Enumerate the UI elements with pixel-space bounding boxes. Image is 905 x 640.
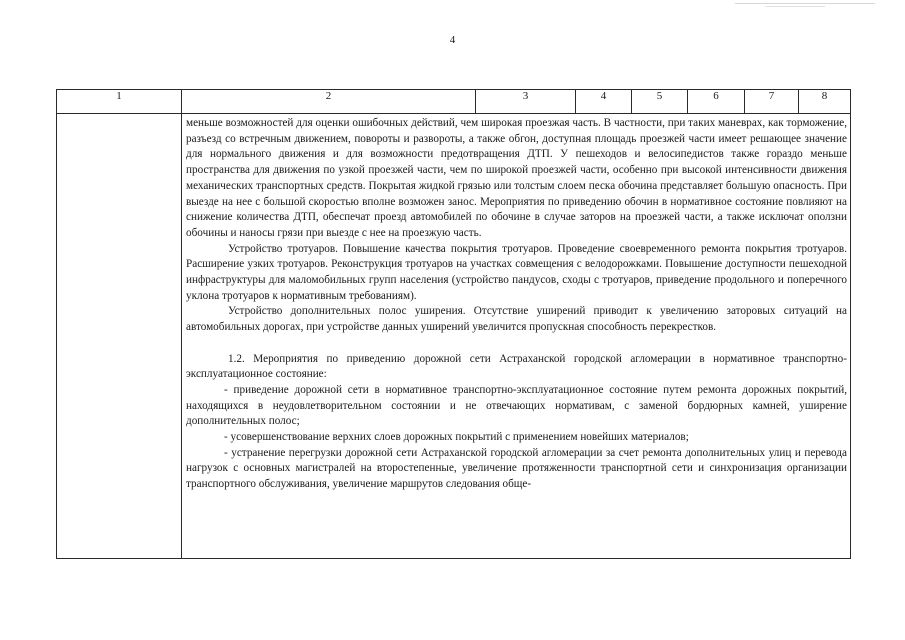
- list-item-overload-elimination: - устранение перегрузки дорожной сети Астраханской городской агломерации за счет ремонта дополнительных улиц и перевода нагрузок с основных магистралей на второстепенные, увеличение протяженности транспортной сети и синхронизация организации транспортного обслуживания, увеличение маршрутов следования обще-: [186, 446, 847, 491]
- paragraph-shoulders: меньше возможностей для оценки ошибочных действий, чем широкая проезжая часть. В частности, при таких маневрах, как торможение, разъезд со встречным движением, повороты и развороты, а также обгон, доступная площадь проезжей части имеет решающее значение для нормального движения и для возможности предотвращения ДТП. У пешеходов и велосипедистов также гораздо меньше пространства для движения по узкой проезжей части, чем по широкой проезжей части, особенно при высокой интенсивности движения механических транспортных средств. Покрытая жидкой грязью или толстым слоем песка обочина представляет большую опасность. При выезде на нее с большой скоростью вполне возможен занос. Мероприятия по приведению обочин в нормативное состояние повлияют на снижение количества ДТП, обеспечат проезд автомобилей по обочине в случае заторов на проезжей части, а также исключат оползни обочины и наносы грязи при выезде с нее на проезжую часть.: [186, 117, 847, 239]
- column-header: 1: [57, 90, 182, 114]
- paragraph-sidewalks: Устройство тротуаров. Повышение качества покрытия тротуаров. Проведение своевременного ремонта покрытия тротуаров. Расширение узких тротуаров. Реконструкция тротуаров на участках совмещения с велодорожками. Повышение доступности пешеходной инфраструктуры для маломобильных групп населения (устройство пандусов, сходы с тротуаров, приведение продольного и поперечного уклона тротуаров к нормативным требованиям).: [186, 242, 847, 302]
- column-header: 7: [745, 90, 799, 114]
- column-header: 3: [476, 90, 576, 114]
- column-header: 4: [576, 90, 632, 114]
- paragraph-widening-lanes: Устройство дополнительных полос уширения. Отсутствие уширений приводит к увеличению заторовых ситуаций на автомобильных дорогах, при устройстве данных уширений увеличится пропускная способность перекрестков.: [186, 305, 847, 334]
- list-item-road-repair: - приведение дорожной сети в нормативное транспортно-эксплуатационное состояние путем ремонта дорожных покрытий, находящихся в неудовлетворительном состоянии и не отвечающих нормативам, с заменой бордюрных камней, уширение дополнительных полос;: [186, 383, 847, 428]
- column-header: 2: [182, 90, 476, 114]
- list-item-surface-improvement: - усовершенствование верхних слоев дорожных покрытий с применением новейших материалов;: [224, 431, 689, 444]
- paragraph-section-1-2: 1.2. Мероприятия по приведению дорожной сети Астраханской городской агломерации в нормативное транспортно-эксплуатационное состояние:: [186, 352, 847, 381]
- column-header: 5: [632, 90, 688, 114]
- paragraph-spacer: [186, 336, 847, 352]
- measures-table: [56, 89, 851, 559]
- description-text: [182, 114, 850, 493]
- table-cell-col1: [57, 114, 182, 559]
- scan-artifact-line: [765, 6, 825, 8]
- table-header-row: [57, 90, 851, 114]
- column-header: 8: [799, 90, 851, 114]
- page-number: 4: [449, 34, 456, 46]
- column-header: 6: [688, 90, 745, 114]
- table-cell-description: [182, 114, 851, 559]
- table-row: [57, 114, 851, 559]
